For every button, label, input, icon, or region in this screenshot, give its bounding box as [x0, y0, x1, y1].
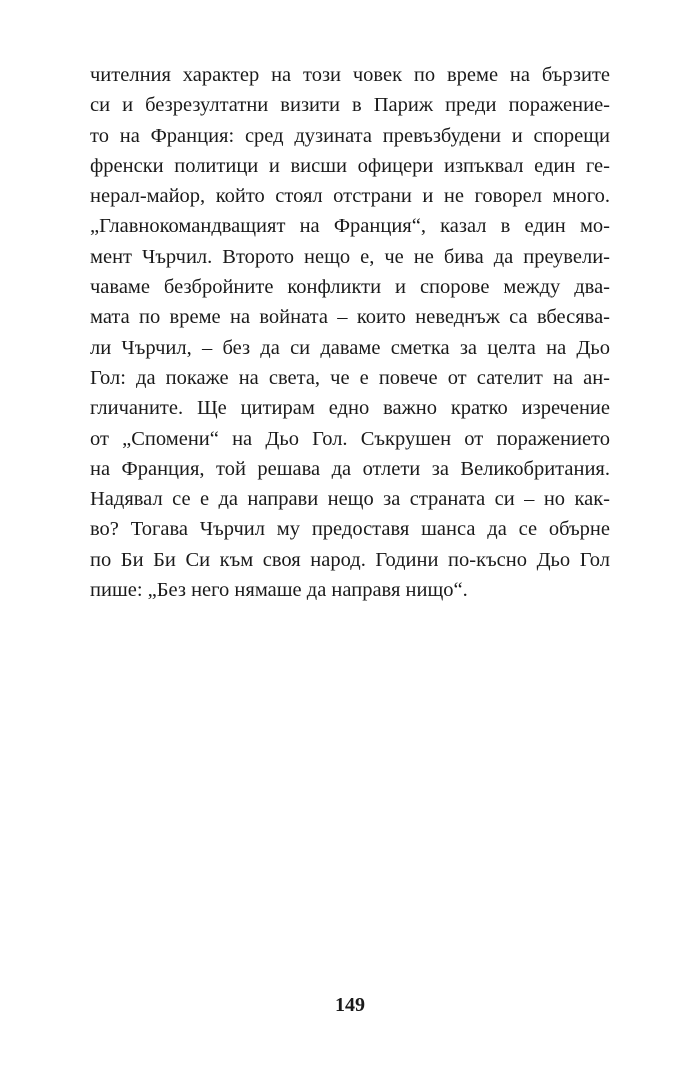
- text-line: Гол: да покаже на света, че е повече от сателит на ан-: [90, 366, 610, 389]
- text-line: то на Франция: сред дузината превъзбудени и спорещи: [90, 124, 610, 147]
- body-paragraph: [90, 60, 610, 605]
- text-line: гличаните. Ще цитирам едно важно кратко изречение: [90, 397, 610, 420]
- text-line: мата по време на войната – които неведнъж са вбесява-: [90, 306, 610, 329]
- text-line: от „Спомени“ на Дьо Гол. Съкрушен от поражението: [90, 427, 610, 450]
- text-line: Надявал се е да направи нещо за страната си – но как-: [90, 488, 610, 511]
- text-line: френски политици и висши офицери изпъквал един ге-: [90, 154, 610, 177]
- text-line: си и безрезултатни визити в Париж преди поражение-: [90, 94, 610, 117]
- text-line: на Франция, той решава да отлети за Великобритания.: [90, 457, 610, 480]
- page-number: 149: [335, 994, 365, 1016]
- text-line: во? Тогава Чърчил му предоставя шанса да се обърне: [90, 518, 610, 541]
- text-line: чаваме безбройните конфликти и спорове между два-: [90, 276, 610, 299]
- text-line: по Би Би Си към своя народ. Години по-късно Дьо Гол: [90, 548, 610, 571]
- text-line: мент Чърчил. Второто нещо е, че не бива да преувели-: [90, 245, 610, 268]
- text-line: ли Чърчил, – без да си даваме сметка за целта на Дьо: [90, 336, 610, 359]
- text-line: чителния характер на този човек по време на бързите: [90, 64, 610, 86]
- text-line: нерал-майор, който стоял отстрани и не говорел много.: [90, 185, 610, 208]
- text-line: „Главнокомандващият на Франция“, казал в един мо-: [90, 215, 610, 238]
- text-line-last: пише: „Без него нямаше да направя нищо“.: [90, 579, 468, 602]
